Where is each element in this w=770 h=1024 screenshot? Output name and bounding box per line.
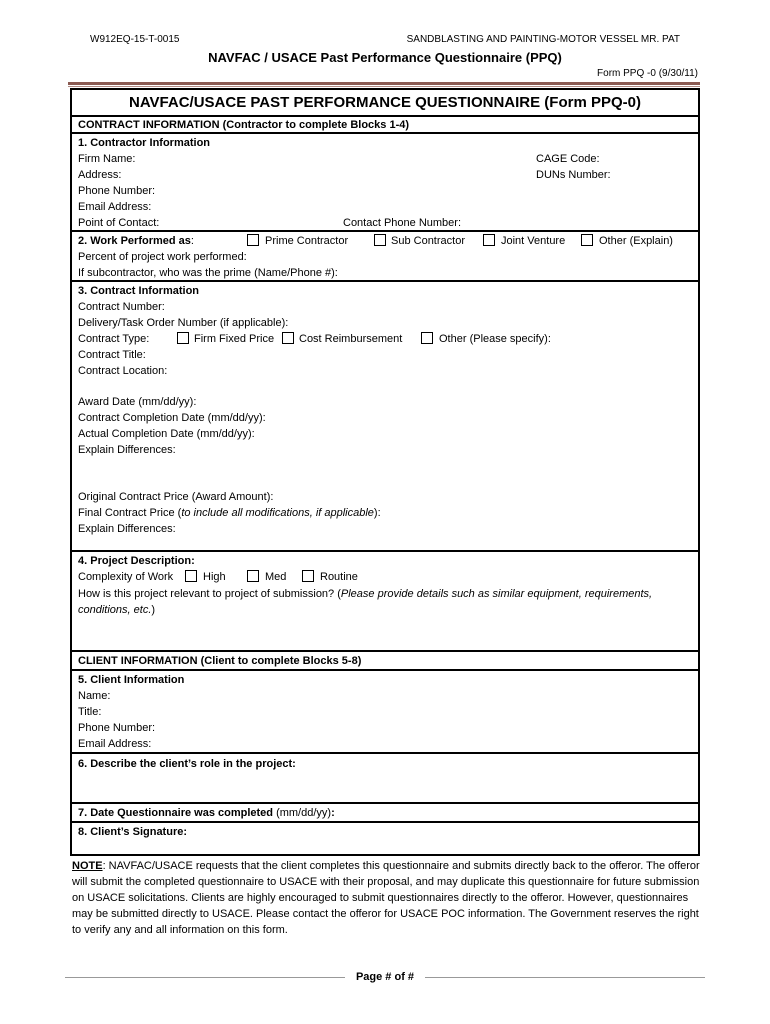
- block-8-heading: 8. Client’s Signature:: [78, 826, 188, 838]
- block-5-heading: 5. Client Information: [78, 674, 185, 686]
- other-explain-checkbox[interactable]: [581, 234, 593, 246]
- routine-checkbox[interactable]: [302, 570, 314, 582]
- cost-reimbursement-label: Cost Reimbursement: [299, 333, 403, 345]
- contract-type-label: Contract Type:: [78, 333, 150, 345]
- questionnaire-form: [70, 88, 700, 856]
- firm-fixed-price-checkbox[interactable]: [177, 332, 189, 344]
- cage-code-field[interactable]: CAGE Code:: [536, 153, 600, 165]
- block-3-heading: 3. Contract Information: [78, 285, 200, 297]
- client-email-field[interactable]: Email Address:: [78, 738, 152, 750]
- block-6-client-role[interactable]: [72, 754, 698, 804]
- block-7-heading: 7. Date Questionnaire was completed (mm/dd/yy):: [78, 807, 335, 819]
- header-rule: [68, 82, 700, 85]
- joint-venture-checkbox[interactable]: [483, 234, 495, 246]
- block-2-work-performed: [72, 232, 698, 282]
- client-info-header: [72, 652, 698, 671]
- block-4-project-description: [72, 552, 698, 652]
- form-revision: Form PPQ -0 (9/30/11): [597, 68, 698, 79]
- duns-number-field[interactable]: DUNs Number:: [536, 169, 611, 181]
- contract-location-field[interactable]: Contract Location:: [78, 365, 168, 377]
- joint-venture-label: Joint Venture: [501, 235, 566, 247]
- note-label: NOTE: [72, 860, 103, 872]
- contract-info-label: CONTRACT INFORMATION (Contractor to complete Blocks 1-4): [78, 119, 410, 131]
- form-title-block: [72, 90, 698, 117]
- high-label: High: [203, 571, 226, 583]
- block-1-contractor-info: [72, 134, 698, 232]
- med-label: Med: [265, 571, 287, 583]
- contract-title-field[interactable]: Contract Title:: [78, 349, 146, 361]
- block-8-client-signature[interactable]: [72, 823, 698, 854]
- med-checkbox[interactable]: [247, 570, 259, 582]
- form-title: NAVFAC/USACE PAST PERFORMANCE QUESTIONNAIRE (Form PPQ-0): [129, 94, 641, 111]
- prime-contractor-label: Prime Contractor: [265, 235, 349, 247]
- routine-label: Routine: [320, 571, 358, 583]
- client-phone-field[interactable]: Phone Number:: [78, 722, 156, 734]
- block-2-heading: 2. Work Performed as:: [78, 235, 194, 247]
- block-5-client-info: [72, 671, 698, 754]
- prime-name-phone-field[interactable]: If subcontractor, who was the prime (Name/Phone #):: [78, 267, 338, 279]
- point-of-contact-field[interactable]: Point of Contact:: [78, 217, 160, 229]
- sub-contractor-checkbox[interactable]: [374, 234, 386, 246]
- block-4-heading: 4. Project Description:: [78, 555, 195, 567]
- original-price-field[interactable]: Original Contract Price (Award Amount):: [78, 491, 274, 503]
- other-specify-checkbox[interactable]: [421, 332, 433, 344]
- client-title-field[interactable]: Title:: [78, 706, 102, 718]
- document-title: NAVFAC / USACE Past Performance Questionnaire (PPQ): [208, 50, 562, 65]
- contract-number-field[interactable]: Contract Number:: [78, 301, 165, 313]
- client-info-label: CLIENT INFORMATION (Client to complete Blocks 5-8): [78, 655, 362, 667]
- percent-work-field[interactable]: Percent of project work performed:: [78, 251, 247, 263]
- header-rule-thin: [68, 86, 700, 87]
- block-3-contract-info: [72, 282, 698, 552]
- block-6-heading: 6. Describe the client’s role in the project:: [78, 758, 296, 770]
- client-name-field[interactable]: Name:: [78, 690, 111, 702]
- phone-number-field[interactable]: Phone Number:: [78, 185, 156, 197]
- final-price-field[interactable]: Final Contract Price (to include all modifications, if applicable):: [78, 507, 381, 519]
- note-paragraph: [72, 858, 700, 938]
- other-explain-label: Other (Explain): [599, 235, 673, 247]
- cost-reimbursement-checkbox[interactable]: [282, 332, 294, 344]
- project-title: SANDBLASTING AND PAINTING-MOTOR VESSEL MR. PAT: [406, 34, 680, 45]
- complexity-label: Complexity of Work: [78, 571, 174, 583]
- completion-date-field[interactable]: Contract Completion Date (mm/dd/yy):: [78, 412, 266, 424]
- relevance-question[interactable]: How is this project relevant to project of submission? (Please provide details such as similar equipment, requirements, conditions, etc.): [78, 588, 653, 616]
- other-specify-label: Other (Please specify):: [439, 333, 551, 345]
- sub-contractor-label: Sub Contractor: [391, 235, 465, 247]
- page-number: Page # of #: [345, 971, 425, 983]
- explain-differences-dates[interactable]: Explain Differences:: [78, 444, 176, 456]
- block-7-date-completed[interactable]: [72, 804, 698, 823]
- award-date-field[interactable]: Award Date (mm/dd/yy):: [78, 396, 197, 408]
- high-checkbox[interactable]: [185, 570, 197, 582]
- task-order-field[interactable]: Delivery/Task Order Number (if applicable):: [78, 317, 289, 329]
- note-text: : NAVFAC/USACE requests that the client completes this questionnaire and submits directly back to the offeror. The offeror will submit the completed questionnaire to USACE with their proposal, and may duplicate this questionnaire for future submission on USACE solicitations. Clients are highly encouraged to submit questionnaires directly to the offeror. However, questionnaires may be submitted directly to USACE. Please contact the offeror for USACE POC information. The Government reserves the right to verify any and all information on this form.: [72, 860, 700, 936]
- explain-differences-price[interactable]: Explain Differences:: [78, 523, 176, 535]
- prime-contractor-checkbox[interactable]: [247, 234, 259, 246]
- solicitation-number: W912EQ-15-T-0015: [90, 34, 180, 45]
- contract-info-header: [72, 117, 698, 134]
- firm-name-field[interactable]: Firm Name:: [78, 153, 136, 165]
- firm-fixed-price-label: Firm Fixed Price: [194, 333, 275, 345]
- address-field[interactable]: Address:: [78, 169, 122, 181]
- contact-phone-field[interactable]: Contact Phone Number:: [343, 217, 462, 229]
- actual-completion-field[interactable]: Actual Completion Date (mm/dd/yy):: [78, 428, 255, 440]
- email-address-field[interactable]: Email Address:: [78, 201, 152, 213]
- block-1-heading: 1. Contractor Information: [78, 137, 211, 149]
